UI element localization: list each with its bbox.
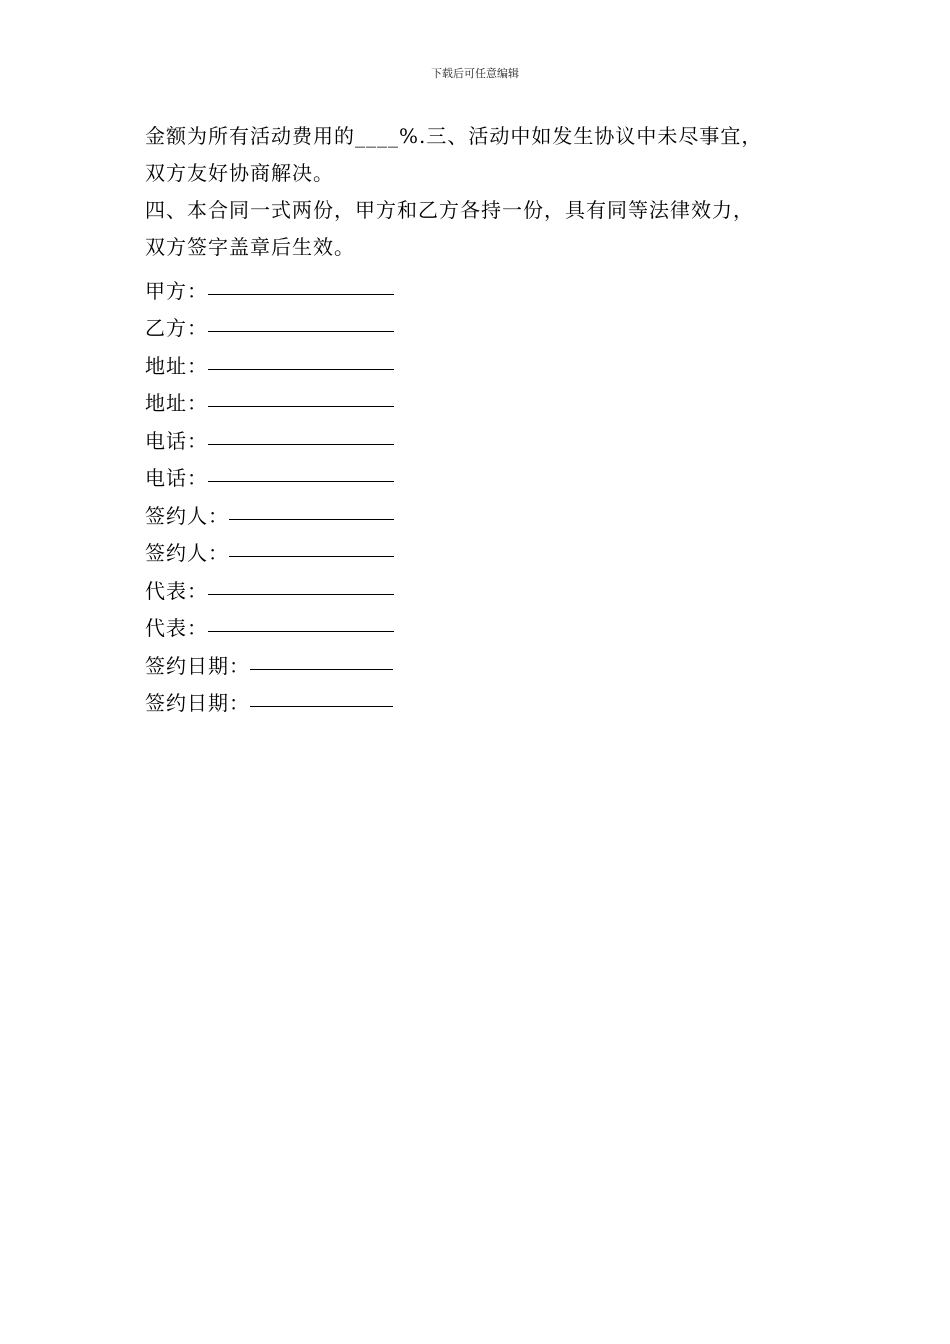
field-blank-line [208,331,394,332]
field-label: 电话： [145,466,208,490]
signature-field-representative-b [145,604,815,642]
field-blank-line [208,444,394,445]
field-label: 甲方： [145,278,208,303]
field-blank-line [208,631,394,632]
signature-field-party-b [145,304,815,342]
field-label: 签约日期： [145,653,250,678]
document-body [145,118,815,716]
signature-field-address-b [145,379,815,417]
paragraph-text: 双方签字盖章后生效。 [145,235,355,259]
signature-field-sign-date-a [145,641,815,679]
signature-block [145,266,815,716]
signature-field-representative-a [145,566,815,604]
signature-field-sign-date-b [145,679,815,717]
field-blank-line [250,706,393,707]
field-label: 签约人： [145,503,229,528]
field-label: 代表： [145,616,208,640]
field-label: 代表： [145,578,208,603]
page-header: 下载后可任意编辑 [431,67,519,80]
signature-field-signatory-a [145,491,815,529]
paragraph-text: 四、本合同一式两份，甲方和乙方各持一份，具有同等法律效力， [145,198,754,222]
signature-field-signatory-b [145,529,815,567]
field-label: 地址： [145,353,208,378]
field-blank-line [208,406,394,407]
signature-field-address-a [145,341,815,379]
field-blank-line [250,669,393,670]
field-blank-line [208,294,394,295]
field-label: 乙方： [145,316,208,340]
signature-field-phone-a [145,416,815,454]
field-blank-line [208,369,394,370]
field-blank-line [229,519,394,520]
field-blank-line [208,594,394,595]
paragraph-text: 金额为所有活动费用的____%.三、活动中如发生协议中未尽事宜， [145,124,763,148]
signature-field-party-a [145,266,815,304]
field-label: 地址： [145,391,208,415]
signature-field-phone-b [145,454,815,492]
field-label: 签约人： [145,541,229,565]
paragraph-text: 双方友好协商解决。 [145,161,334,185]
field-blank-line [208,481,394,482]
field-blank-line [229,556,394,557]
field-label: 电话： [145,428,208,453]
field-label: 签约日期： [145,691,250,715]
